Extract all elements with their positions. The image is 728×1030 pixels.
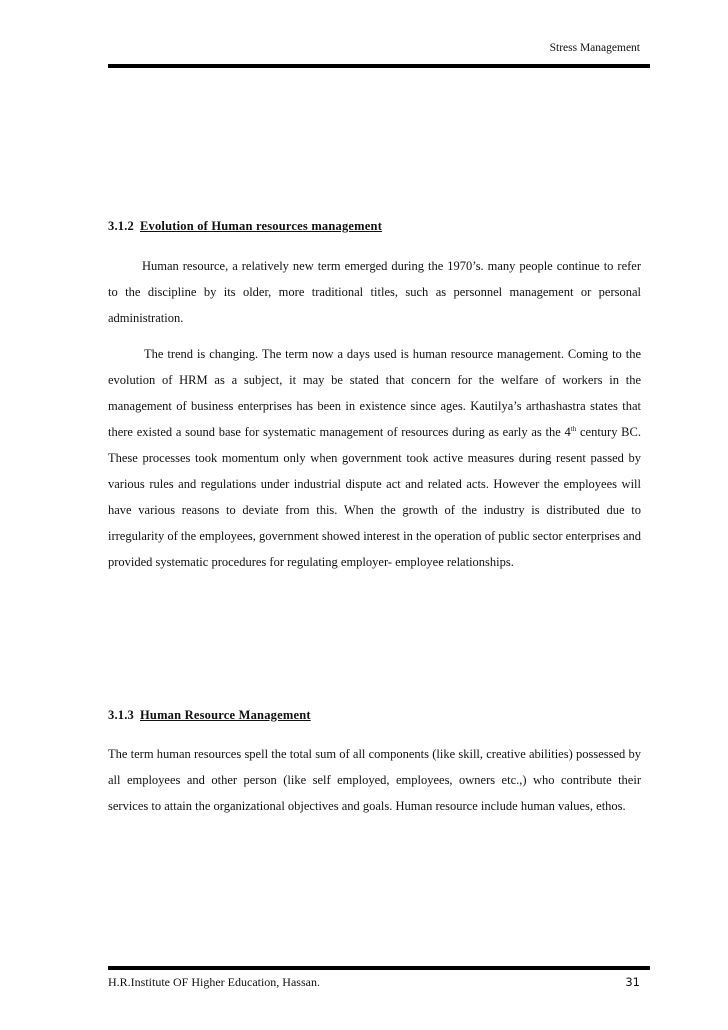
section-title: Human Resource Management — [140, 708, 311, 722]
paragraph-trend-changing — [108, 341, 641, 575]
paragraph-text: The term human resources spell the total sum of all components (like skill, creative abilities) possessed by all employees and other person (like self employed, employees, owners etc.,) who contribute their services to attain the organizational objectives and goals. Human resource include human values, ethos. — [108, 747, 641, 813]
section-number: 3.1.2 — [108, 219, 134, 233]
paragraph-hr-definition — [108, 741, 641, 819]
section-title: Evolution of Human resources management — [140, 219, 383, 233]
paragraph-text-after: century BC. These processes took momentum only when government took active measures during resent passed by various rules and regulations under industrial dispute act and related acts. However the employees will have various reasons to deviate from this. When the growth of the industry is distributed due to irregularity of the employees, government showed interest in the operation of public sector enterprises and provided systematic procedures for regulating employer- employee relationships. — [108, 425, 641, 569]
footer-institution: H.R.Institute OF Higher Education, Hassan. — [108, 975, 320, 989]
paragraph-hr-term — [108, 253, 641, 331]
page-number: 31 — [625, 975, 640, 989]
section-heading-hrm — [108, 708, 311, 723]
superscript-th: th — [570, 424, 577, 433]
paragraph-text: Human resource, a relatively new term emerged during the 1970’s. many people continue to refer to the discipline by its older, more traditional titles, such as personnel management or personal administration. — [108, 259, 641, 325]
header-rule — [108, 64, 650, 68]
paragraph-text-before: The trend is changing. The term now a days used is human resource management. Coming to the evolution of HRM as a subject, it may be stated that concern for the welfare of workers in the management of business enterprises has been in existence since ages. Kautilya’s arthashastra states that there existed a sound base for systematic management of resources during as early as the 4 — [108, 347, 641, 439]
section-number: 3.1.3 — [108, 708, 134, 722]
section-heading-evolution — [108, 219, 382, 234]
page-header-title: Stress Management — [549, 42, 640, 54]
footer-rule — [108, 966, 650, 970]
